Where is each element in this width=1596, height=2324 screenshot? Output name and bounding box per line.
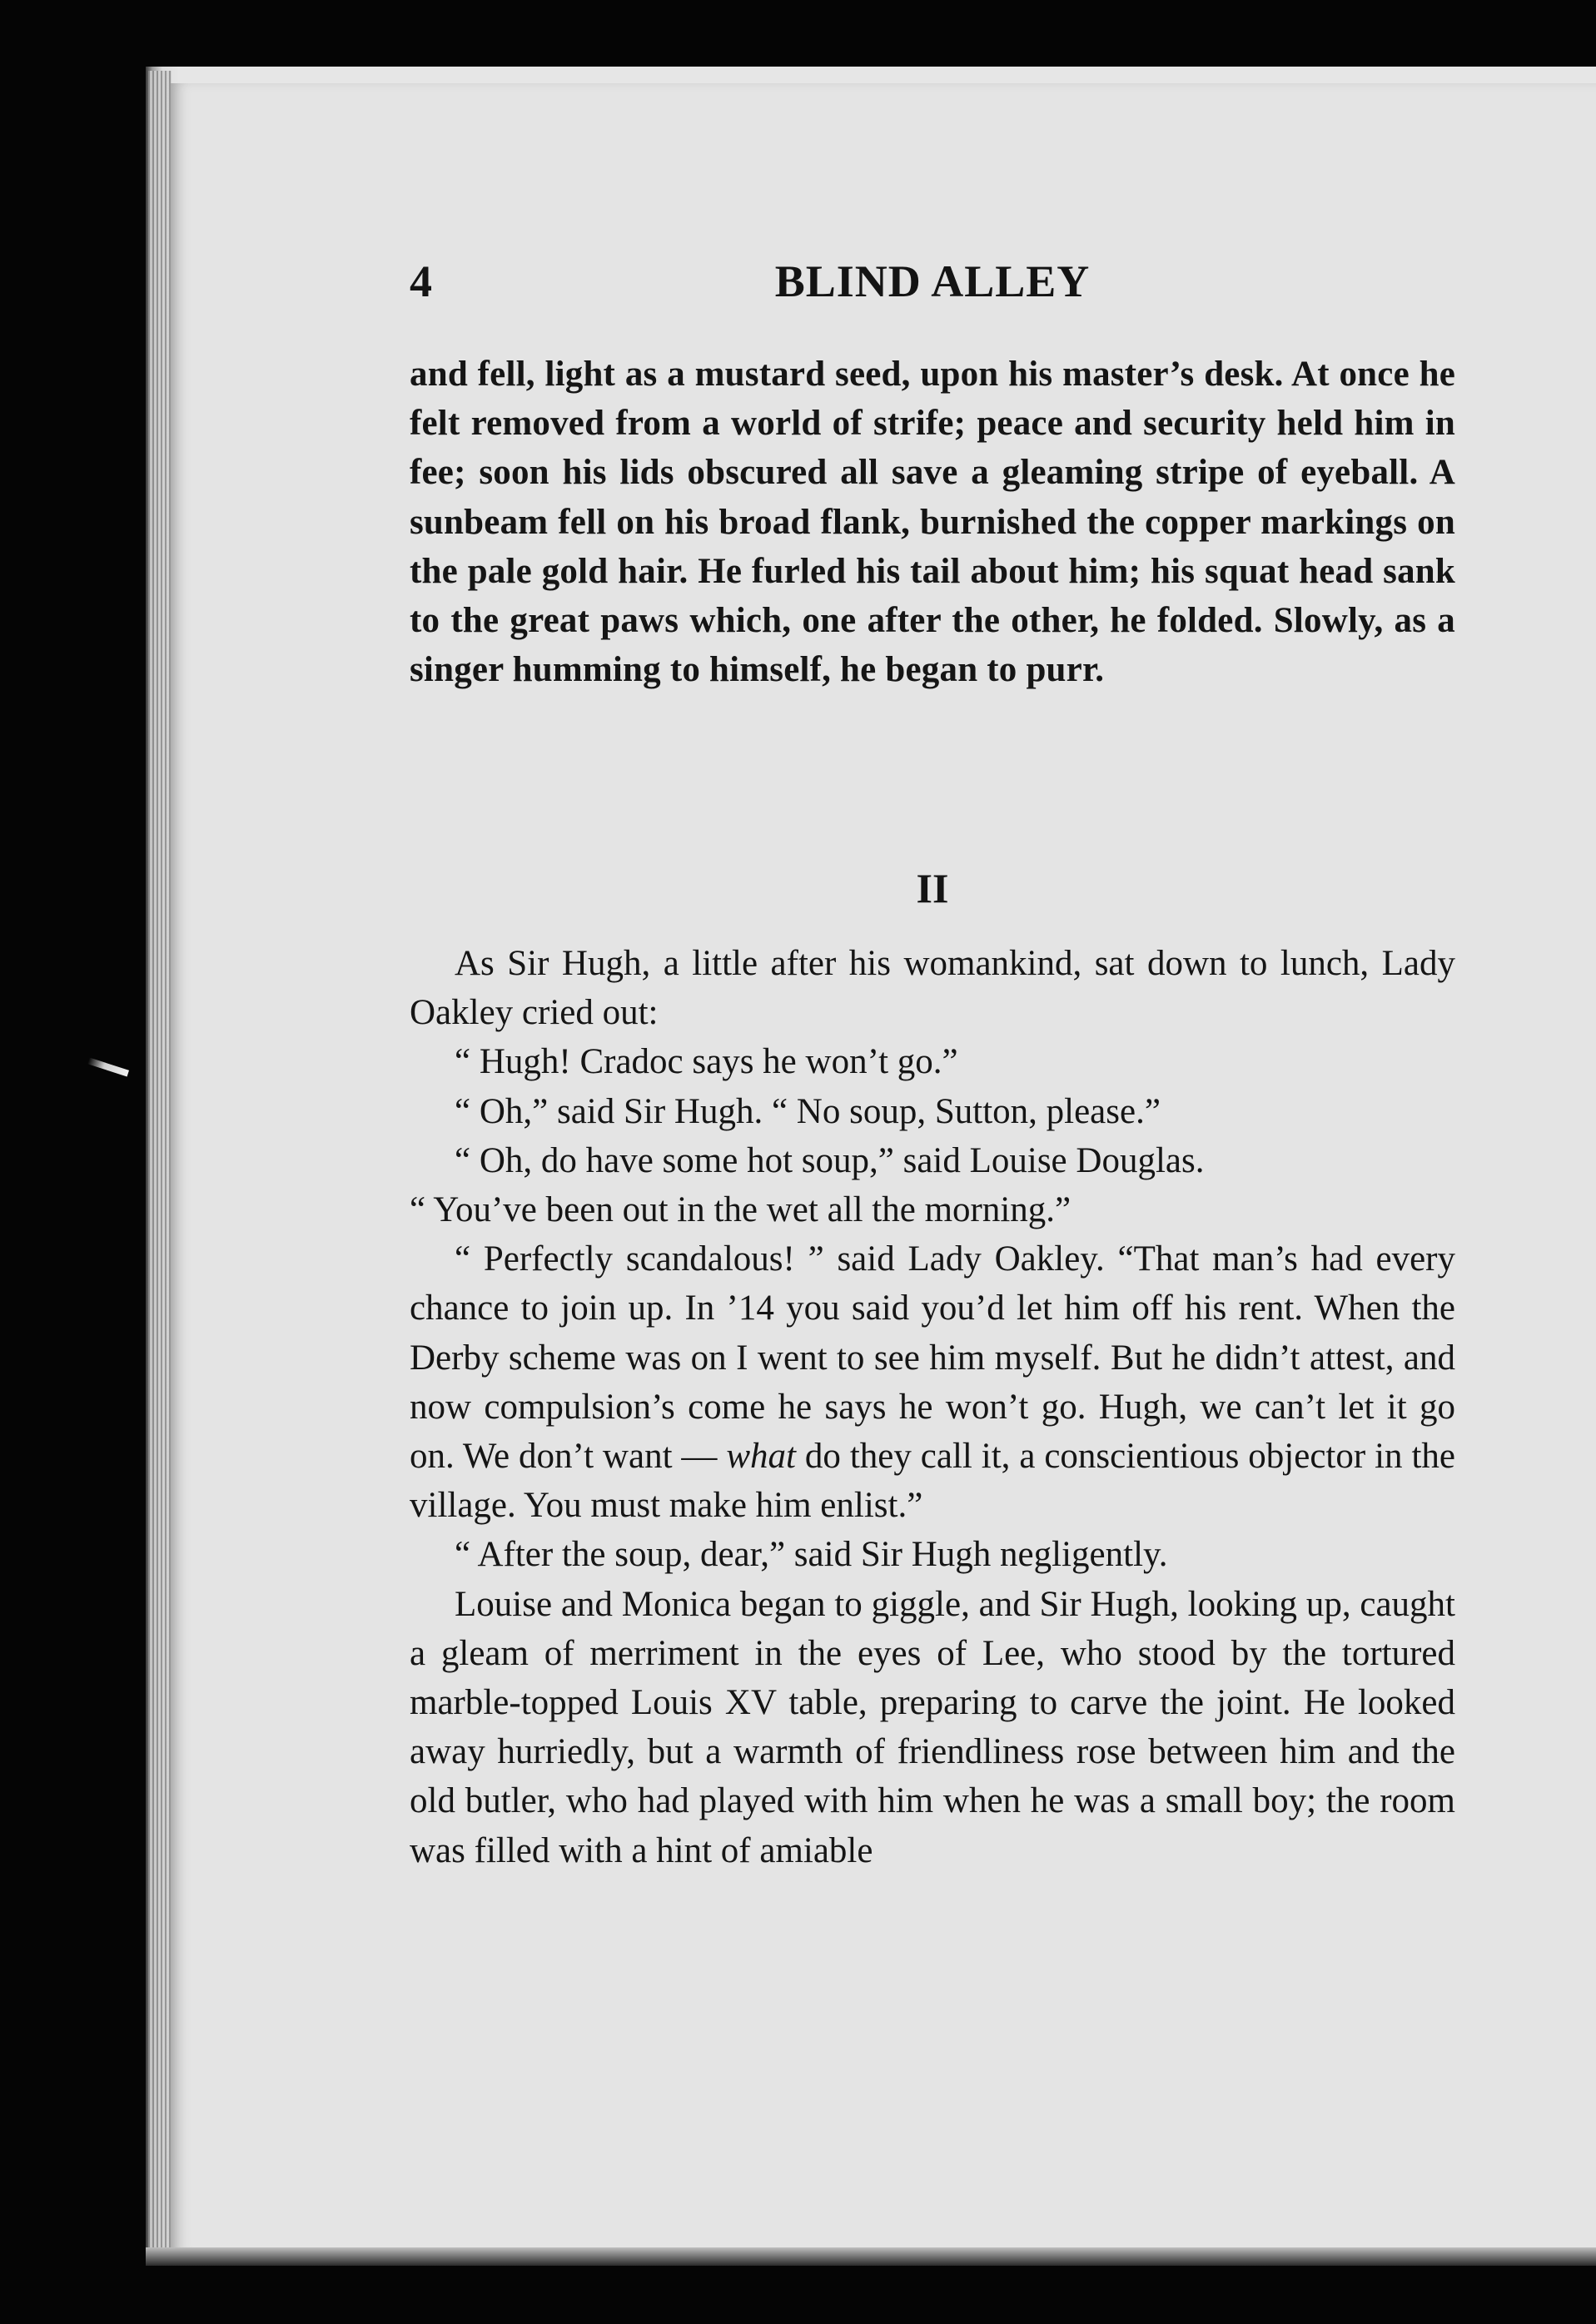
paragraph: “ After the soup, dear,” said Sir Hugh negligently. bbox=[455, 1535, 1168, 1575]
page-header bbox=[410, 248, 1455, 315]
section-heading: II bbox=[916, 865, 949, 911]
page-number: 4 bbox=[410, 256, 432, 306]
page-binding-edge bbox=[148, 71, 172, 2252]
paragraph: Louise and Monica began to giggle, and Sir Hugh, looking up, caught a gleam of merriment in the eyes of Lee, who stood by the tortured marble-topped Louis XV table, preparing to carve the joint. He looked away hurriedly, but a warmth of friendliness rose between him and the old butler, who had played with him when he was a small boy; the room was filled with a hint of amiable bbox=[410, 1584, 1455, 1870]
paragraph: “ Oh, do have some hot soup,” said Louise Douglas. bbox=[455, 1140, 1205, 1180]
paragraph-text: “ Perfectly scandalous! ” said Lady Oakley. “That man’s had every chance to join up. In ’14 you said you’d let him off his rent. When the Derby scheme was on I went to see him myself. But he didn’t attest, and now compulsion’s come he says he won’t go. Hugh, we can’t let it go on. We don’t want — bbox=[410, 1239, 1455, 1477]
opening-paragraph-block bbox=[410, 350, 1455, 694]
page-bottom-edge bbox=[146, 2247, 1596, 2266]
opening-paragraph: and fell, light as a mustard seed, upon his master’s desk. At once he felt removed from a world of strife; peace and security held him in fee; soon his lids obscured all save a gleaming stripe of eyeball. A sunbeam fell on his broad flank, burnished the copper markings on the pale gold hair. He furled his tail about him; his squat head sank to the great paws which, one after the other, he folded. Slowly, as a singer humming to himself, he began to purr. bbox=[410, 355, 1455, 690]
paragraph bbox=[410, 1234, 1455, 1530]
paragraph: “ You’ve been out in the wet all the morning.” bbox=[410, 1190, 1071, 1230]
paragraph-text: do they call it, a conscientious objector in the village. You must make him enlist.” bbox=[410, 1437, 1455, 1526]
running-head-title: BLIND ALLEY bbox=[774, 256, 1091, 306]
italic-word: what bbox=[726, 1437, 796, 1477]
paragraph: “ Oh,” said Sir Hugh. “ No soup, Sutton, please.” bbox=[455, 1091, 1161, 1131]
paragraph: As Sir Hugh, a little after his womankind, sat down to lunch, Lady Oakley cried out: bbox=[410, 944, 1455, 1033]
paragraph: “ Hugh! Cradoc says he won’t go.” bbox=[455, 1042, 958, 1082]
body-text-block bbox=[410, 939, 1455, 1875]
